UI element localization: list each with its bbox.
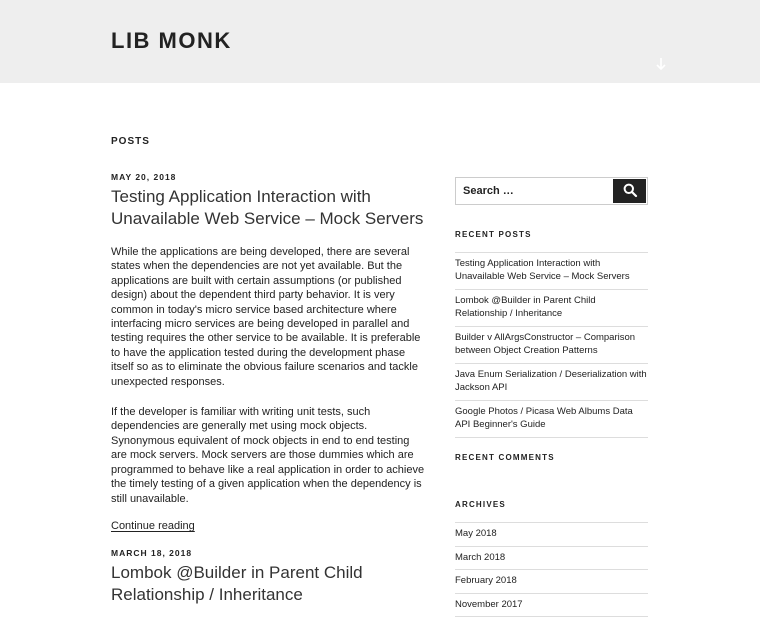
search-input[interactable]: Search …	[463, 178, 603, 204]
site-header	[0, 0, 760, 83]
arrow-down-icon[interactable]	[654, 55, 668, 73]
post-paragraph: If the developer is familiar with writing unit tests, such dependencies are generally met using mock objects. Synonymous equivalent of mock objects in end to end testing are mock servers. Mock servers are those dummies which are programmed to behave like a real application in order to achieve the timely testing of a given application when the dependency is still unavailable.	[111, 405, 426, 506]
archive-link[interactable]: February 2018	[455, 570, 648, 594]
widget-title: ARCHIVES	[455, 500, 648, 509]
archives-list	[455, 522, 648, 617]
widget-title: RECENT POSTS	[455, 230, 648, 239]
archive-link[interactable]: March 2018	[455, 547, 648, 571]
recent-post-link[interactable]: Testing Application Interaction with Unavailable Web Service – Mock Servers	[455, 253, 648, 290]
post-paragraph: While the applications are being developed, there are several states when the dependencies are not yet available. But the applications are built with certain assumptions (or published design) about the dependent third party behavior. It is very common in today's micro service based architecture where interfacing micro services are being developed in parallel and testing requires the other service to be available. It is preferable to have the application tested during the development phase itself so as to eliminate the obvious failure scenarios and tackle unexpected responses.	[111, 245, 426, 389]
search-button[interactable]	[613, 179, 646, 203]
recent-post-link[interactable]: Java Enum Serialization / Deserialization with Jackson API	[455, 364, 648, 401]
recent-posts-list	[455, 252, 648, 438]
post-excerpt	[111, 245, 426, 506]
page-title: POSTS	[111, 136, 150, 147]
recent-post-link[interactable]: Lombok @Builder in Parent Child Relationship / Inheritance	[455, 290, 648, 327]
recent-post-link[interactable]: Builder v AllArgsConstructor – Comparison between Object Creation Patterns	[455, 327, 648, 364]
archive-link[interactable]: November 2017	[455, 594, 648, 617]
post-date[interactable]: MAY 20, 2018	[111, 172, 426, 182]
search-icon	[623, 183, 637, 200]
search-form	[455, 177, 648, 205]
archive-link[interactable]: May 2018	[455, 523, 648, 547]
post-date[interactable]: MARCH 18, 2018	[111, 548, 426, 558]
recent-comments-widget	[455, 453, 648, 462]
post-article	[111, 548, 426, 606]
recent-posts-widget	[455, 230, 648, 438]
widget-title: RECENT COMMENTS	[455, 453, 648, 462]
archives-widget	[455, 500, 648, 617]
post-article	[111, 172, 426, 534]
post-title-link[interactable]: Testing Application Interaction with Unavailable Web Service – Mock Servers	[111, 186, 426, 230]
continue-reading-link[interactable]: Continue reading	[111, 520, 195, 532]
post-title-link[interactable]: Lombok @Builder in Parent Child Relationship / Inheritance	[111, 562, 426, 606]
recent-post-link[interactable]: Google Photos / Picasa Web Albums Data API Beginner's Guide	[455, 401, 648, 438]
site-title-link[interactable]: LIB MONK	[111, 28, 232, 54]
